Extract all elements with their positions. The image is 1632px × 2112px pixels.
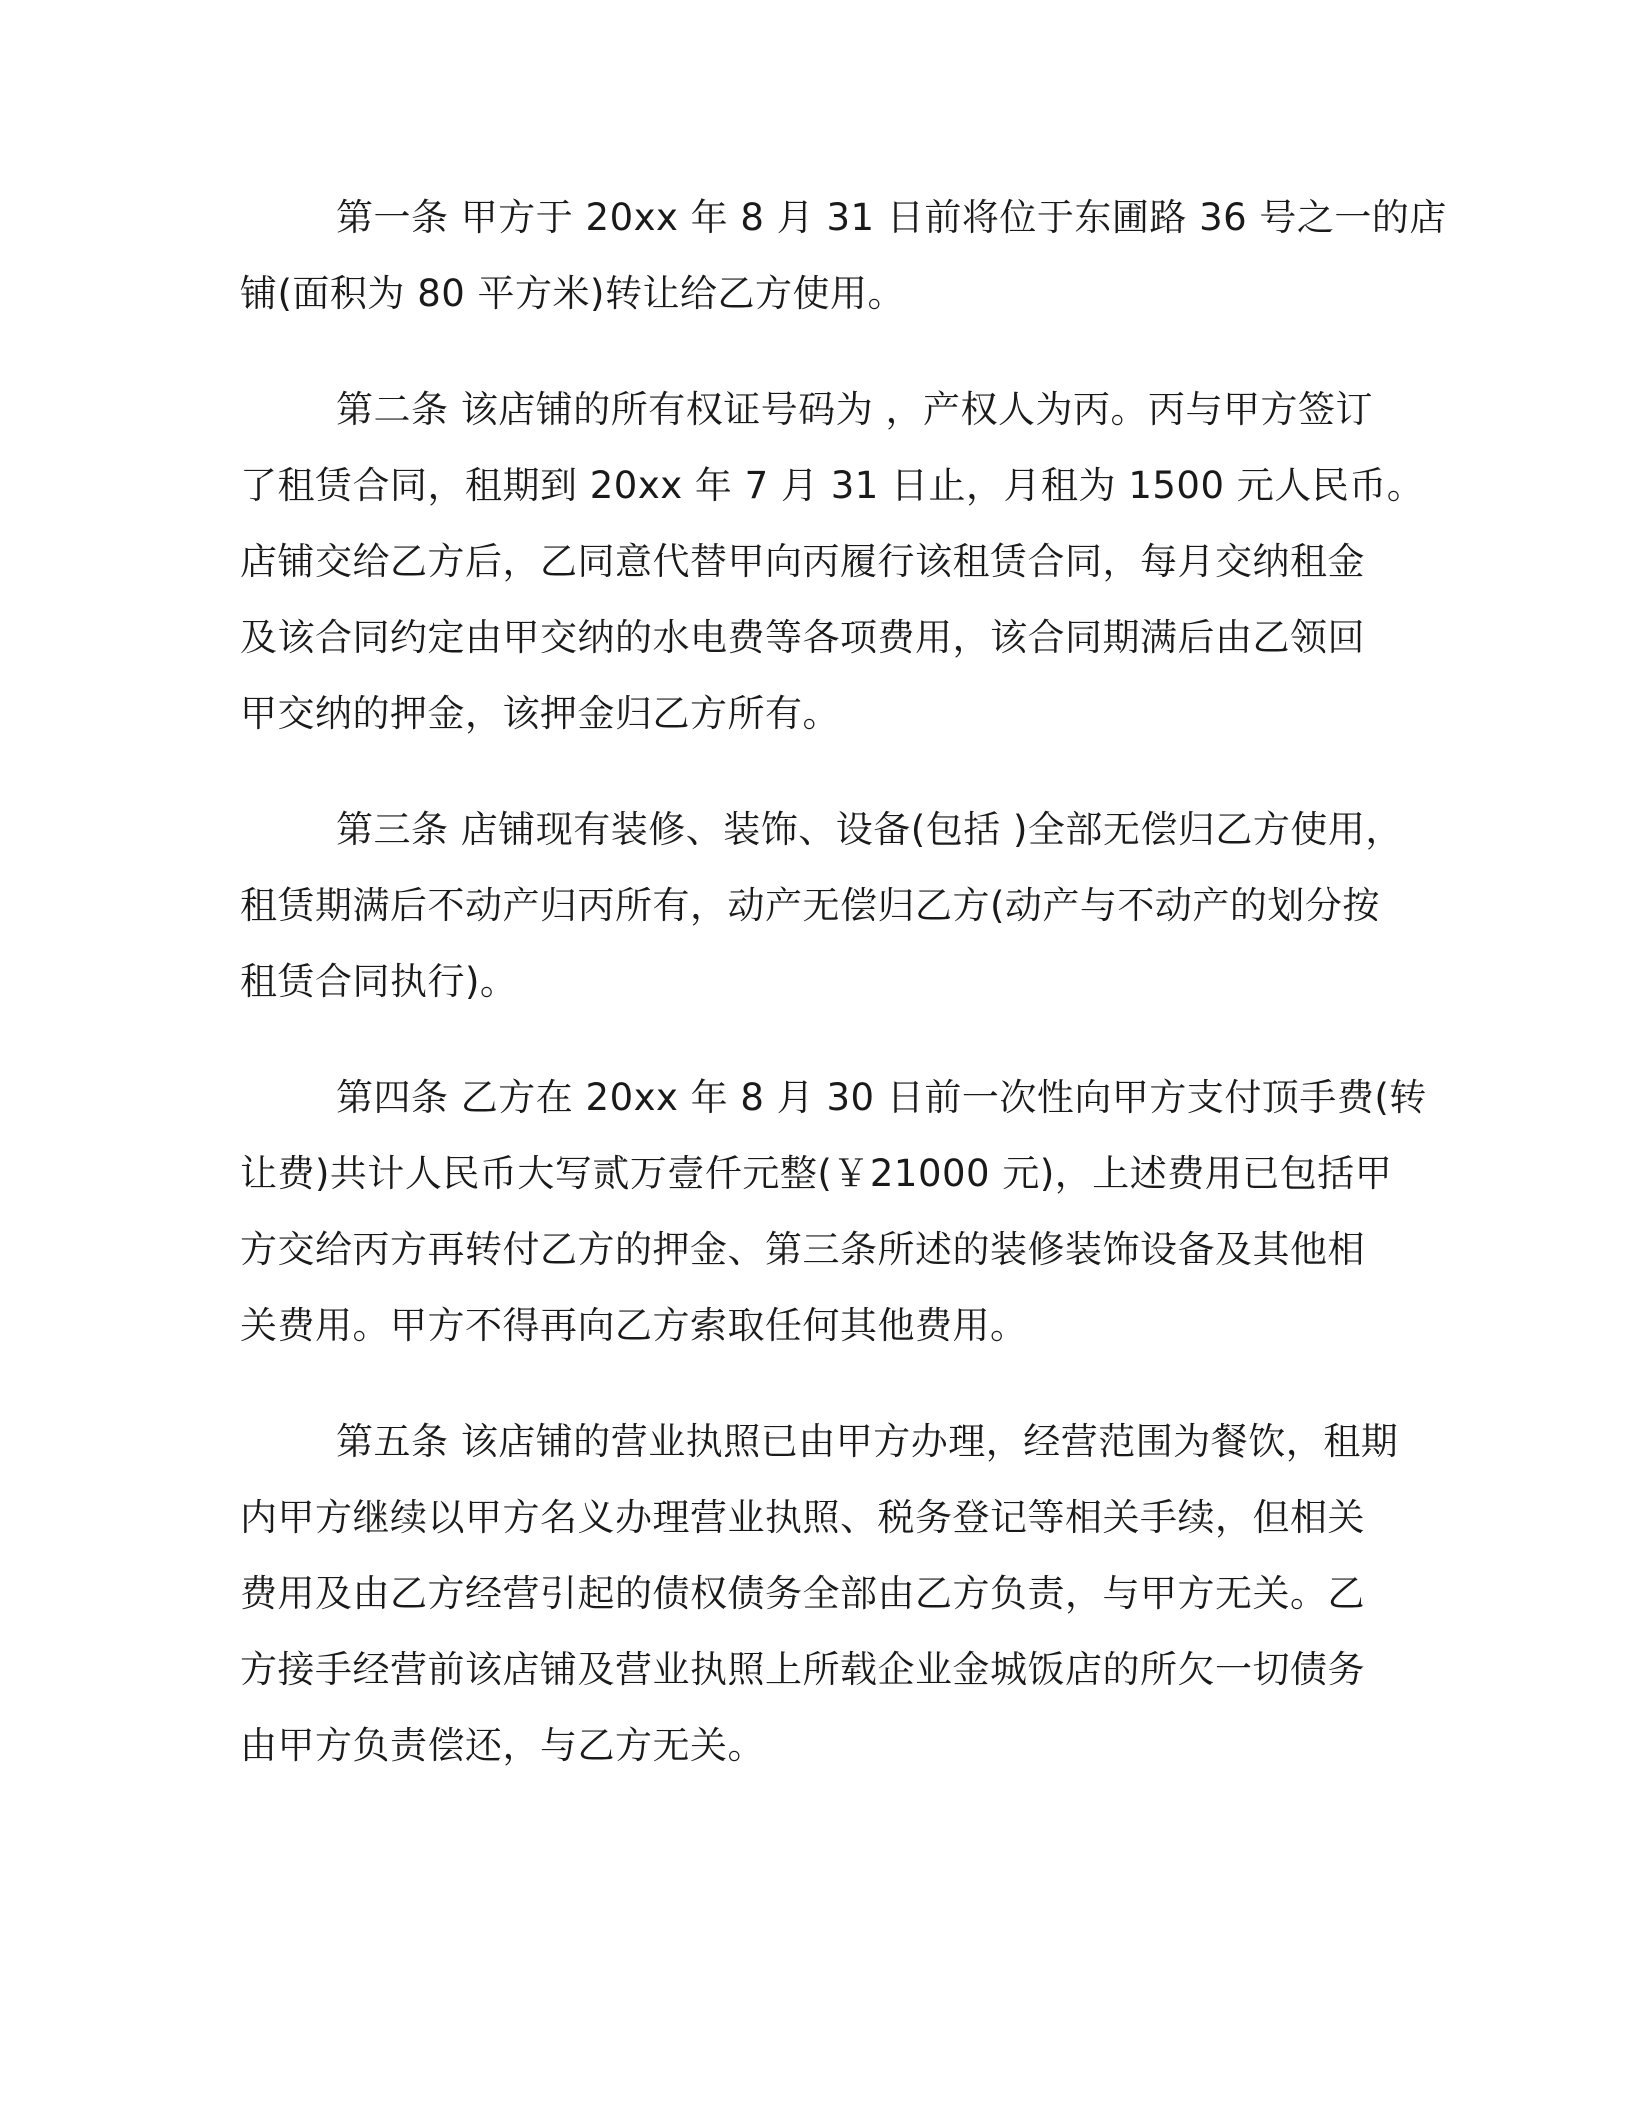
text-line: 甲交纳的押金，该押金归乙方所有。 [240,692,840,735]
text-line: 第四条 乙方在 20xx 年 8 月 30 日前一次性向甲方支付顶手费(转 [336,1076,1427,1119]
clause-1 [240,180,1447,332]
text-line: 第二条 该店铺的所有权证号码为 ，产权人为丙。丙与甲方签订 [336,388,1374,431]
text-line: 租赁合同执行)。 [240,960,518,1003]
text-line: 方交给丙方再转付乙方的押金、第三条所述的装修装饰设备及其他相 [240,1228,1365,1271]
text-line: 了租赁合同，租期到 20xx 年 7 月 31 日止，月租为 1500 元人民币。 [240,464,1425,507]
clause-5 [240,1404,1399,1784]
text-line: 店铺交给乙方后，乙同意代替甲向丙履行该租赁合同，每月交纳租金 [240,540,1365,583]
text-line: 及该合同约定由甲交纳的水电费等各项费用，该合同期满后由乙领回 [240,616,1365,659]
text-line: 内甲方继续以甲方名义办理营业执照、税务登记等相关手续，但相关 [240,1496,1365,1539]
clause-4 [240,1060,1427,1364]
text-line: 铺(面积为 80 平方米)转让给乙方使用。 [240,272,905,315]
document-page [240,180,1447,1824]
text-line: 费用及由乙方经营引起的债权债务全部由乙方负责，与甲方无关。乙 [240,1572,1365,1615]
text-line: 第三条 店铺现有装修、装饰、设备(包括 )全部无偿归乙方使用， [336,808,1403,851]
text-line: 第五条 该店铺的营业执照已由甲方办理，经营范围为餐饮，租期 [336,1420,1399,1463]
text-line: 第一条 甲方于 20xx 年 8 月 31 日前将位于东圃路 36 号之一的店 [336,196,1447,239]
text-line: 方接手经营前该店铺及营业执照上所载企业金城饭店的所欠一切债务 [240,1648,1365,1691]
text-line: 租赁期满后不动产归丙所有，动产无偿归乙方(动产与不动产的划分按 [240,884,1380,927]
text-line: 关费用。甲方不得再向乙方索取任何其他费用。 [240,1304,1028,1347]
text-line: 由甲方负责偿还，与乙方无关。 [240,1724,765,1767]
clause-3 [240,792,1403,1020]
clause-2 [240,372,1425,752]
text-line: 让费)共计人民币大写贰万壹仟元整(￥21000 元)，上述费用已包括甲 [240,1152,1393,1195]
